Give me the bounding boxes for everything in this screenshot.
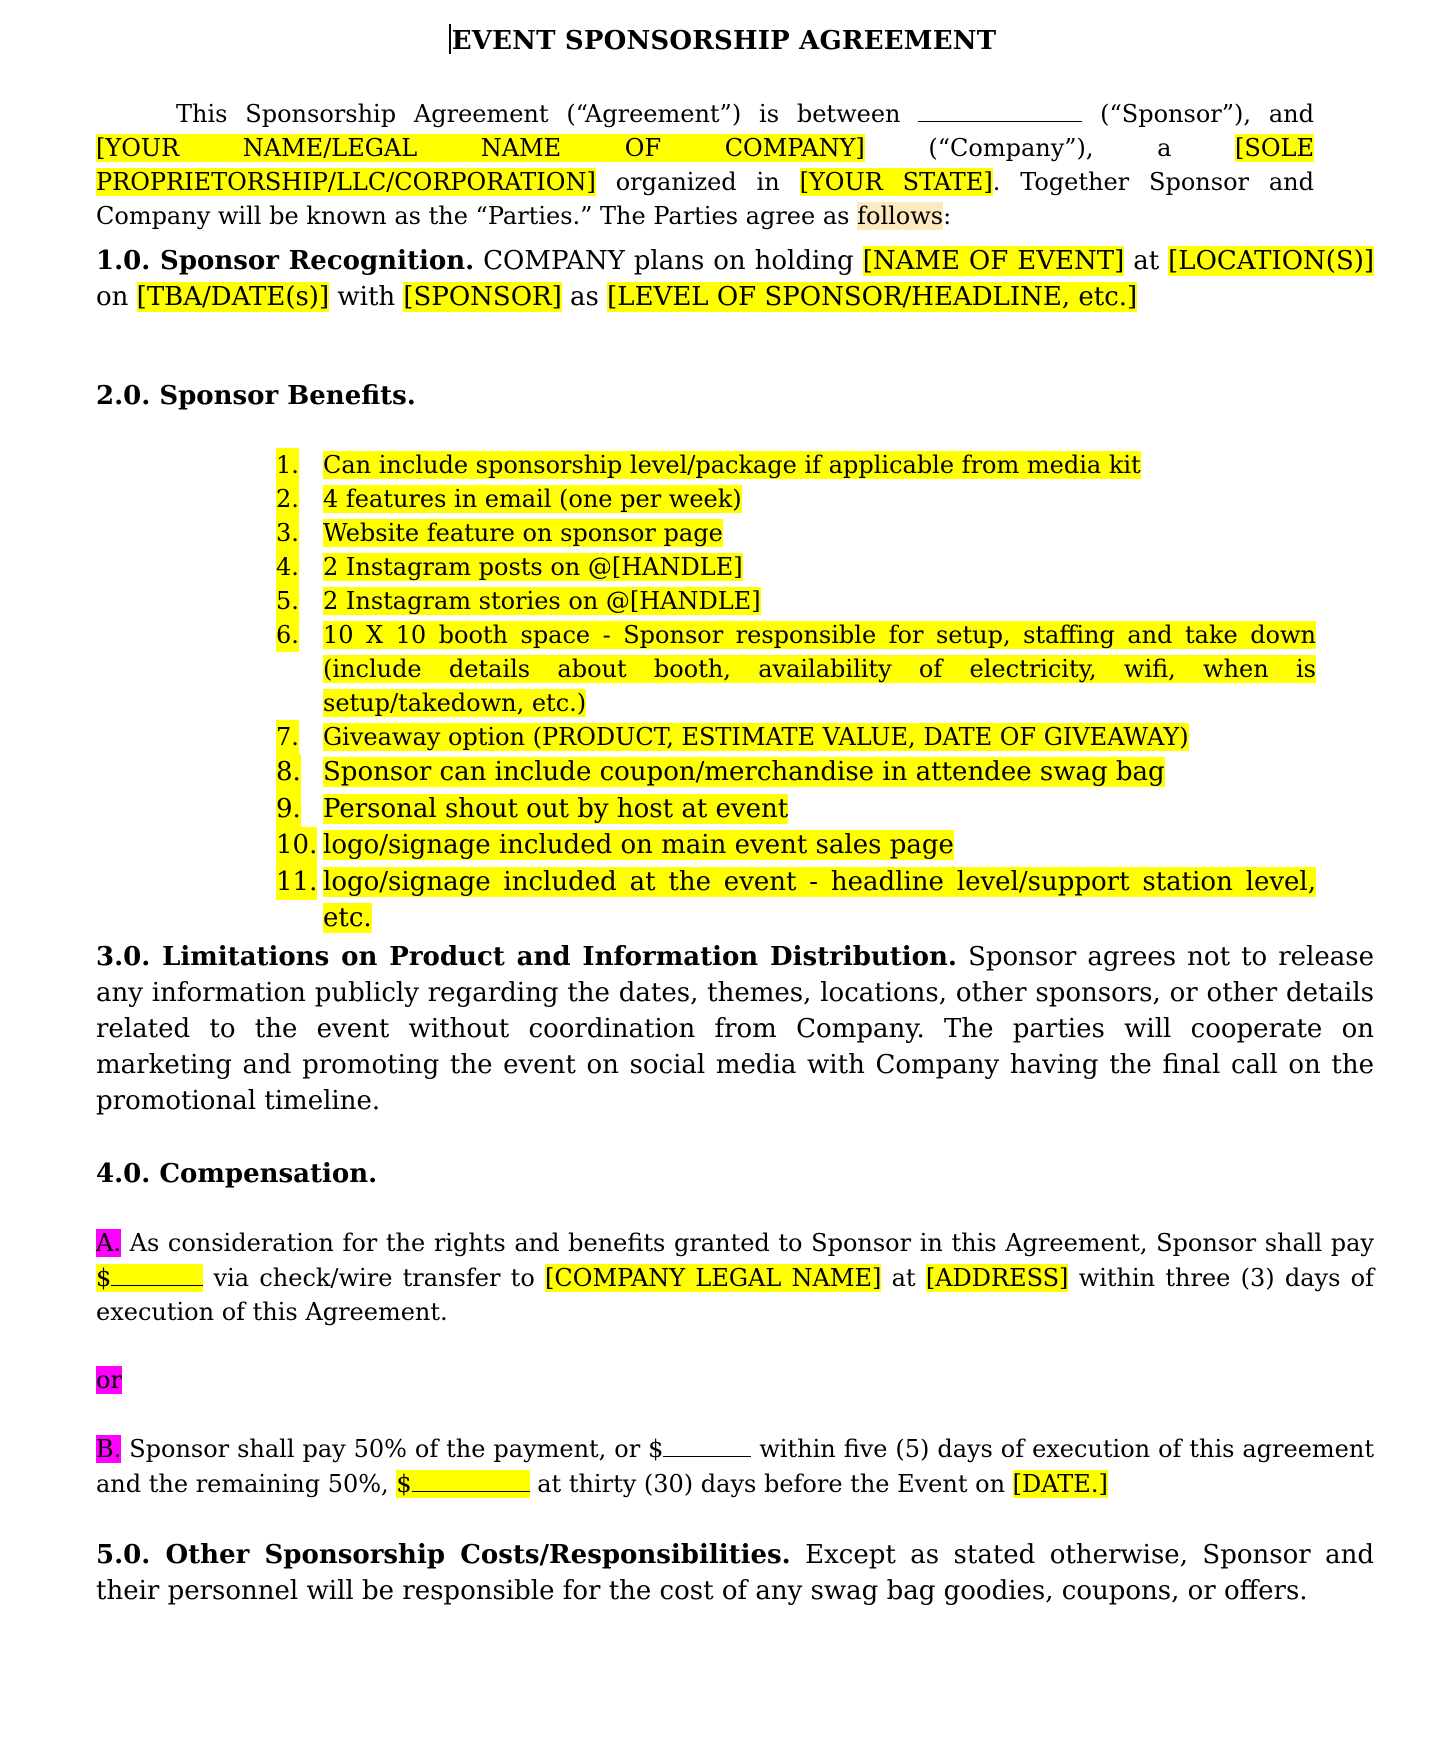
intro-text-2: (“Sponsor”), and: [1100, 100, 1314, 129]
list-item: 1. Can include sponsorship level/package if applicable from media kit: [276, 448, 1316, 482]
address-placeholder: [ADDRESS]: [925, 1264, 1069, 1293]
section-4-heading: 4.0. Compensation.: [96, 1159, 378, 1189]
event-date-placeholder: [DATE.]: [1012, 1470, 1108, 1499]
sponsor-level-placeholder: [LEVEL OF SPONSOR/HEADLINE, etc.]: [607, 282, 1138, 312]
section-1-text: as: [570, 282, 599, 312]
section-1-text: at: [1133, 246, 1160, 276]
option-b-text: Sponsor shall pay 50% of the payment, or $: [129, 1435, 664, 1464]
section-4: [96, 1156, 1374, 1192]
remaining-payment-blank: $: [396, 1470, 529, 1498]
list-item: 11. logo/signage included at the event - headline level/support station level, etc.: [276, 864, 1316, 937]
state-placeholder: [YOUR STATE]: [799, 168, 993, 197]
list-item: 3. Website feature on sponsor page: [276, 516, 1316, 550]
company-name-placeholder: [YOUR NAME/LEGAL NAME OF COMPANY]: [96, 134, 865, 163]
list-item: 7. Giveaway option (PRODUCT, ESTIMATE VALUE, DATE OF GIVEAWAY): [276, 720, 1316, 754]
section-1-text: on: [96, 282, 129, 312]
section-3: [96, 939, 1374, 1119]
section-3-heading: 3.0. Limitations on Product and Information Distribution.: [96, 942, 957, 972]
section-3-text: Sponsor agrees not to release any information publicly regarding the dates, themes, locations, other sponsors, or other details related to the event without coordination from Company. The parties will cooperate on marketing and promoting the event on social media with Company having the final call on the promotional timeline.: [96, 942, 1375, 1116]
list-item: 9. Personal shout out by host at event: [276, 791, 1316, 828]
payment-amount-blank: $: [96, 1264, 203, 1292]
compensation-option-a: [96, 1226, 1374, 1329]
option-b-text: within five (5) days of execution of this agreement and the remaining 50%,: [96, 1435, 1374, 1499]
option-a-text: within three (3) days of execution of this Agreement.: [96, 1264, 1375, 1327]
sponsor-placeholder: [SPONSOR]: [403, 282, 562, 312]
section-1: [96, 243, 1374, 315]
event-name-placeholder: [NAME OF EVENT]: [862, 246, 1125, 276]
list-item: 8. Sponsor can include coupon/merchandise in attendee swag bag: [276, 754, 1316, 791]
option-a-text: via check/wire transfer to: [213, 1264, 535, 1293]
section-5-text: Except as stated otherwise, Sponsor and their personnel will be responsible for the cost of any swag bag goodies, coupons, or offers.: [96, 1540, 1374, 1606]
option-a-text: As consideration for the rights and benefits granted to Sponsor in this Agreement, Sponsor shall pay: [129, 1229, 1374, 1257]
list-item: 6. 10 X 10 booth space - Sponsor responsible for setup, staffing and take down (include details about booth, availability of electricity, wifi, when is setup/takedown, etc.): [276, 618, 1316, 720]
section-2: [96, 378, 1374, 414]
compensation-option-b: [96, 1431, 1374, 1501]
section-1-text: with: [337, 282, 396, 312]
section-2-heading: 2.0. Sponsor Benefits.: [96, 381, 416, 411]
list-item: 10. logo/signage included on main event sales page: [276, 827, 1316, 864]
list-item: 4. 2 Instagram posts on @[HANDLE]: [276, 550, 1316, 584]
option-b-text: at thirty (30) days before the Event on: [537, 1470, 1006, 1499]
section-5-heading: 5.0. Other Sponsorship Costs/Responsibilities.: [96, 1540, 791, 1570]
or-separator: or: [96, 1366, 122, 1394]
option-b-label: B.: [96, 1435, 122, 1464]
entity-type-placeholder: [SOLE PROPRIETORSHIP/LLC/CORPORATION]: [96, 134, 1314, 197]
section-1-heading: 1.0. Sponsor Recognition.: [96, 246, 475, 276]
document-title: EVENT SPONSORSHIP AGREEMENT: [0, 24, 1445, 56]
follows-word: follows: [857, 202, 944, 231]
intro-text-5: . Together Sponsor and Company will be known as the “Parties.” The Parties agree as: [96, 168, 1315, 231]
company-legal-name-placeholder: [COMPANY LEGAL NAME]: [545, 1264, 882, 1293]
location-placeholder: [LOCATION(S)]: [1168, 246, 1375, 276]
date-placeholder: [TBA/DATE(s)]: [136, 282, 330, 312]
sponsor-name-blank: [918, 96, 1082, 122]
intro-text-1: This Sponsorship Agreement (“Agreement”) is between: [176, 100, 901, 129]
intro-text-6: :: [943, 202, 952, 231]
list-item: 2. 4 features in email (one per week): [276, 482, 1316, 516]
intro-text-3: (“Company”), a: [928, 134, 1172, 163]
intro-paragraph: [96, 96, 1314, 233]
option-a-label: A.: [96, 1229, 121, 1257]
option-a-text: at: [891, 1264, 916, 1293]
section-1-text: COMPANY plans on holding: [483, 246, 854, 276]
first-payment-blank: [663, 1431, 751, 1457]
text-cursor: [449, 24, 451, 54]
section-5: [96, 1537, 1374, 1609]
intro-text-4: organized in: [615, 168, 780, 197]
list-item: 5. 2 Instagram stories on @[HANDLE]: [276, 584, 1316, 618]
benefits-list: [276, 448, 1316, 937]
